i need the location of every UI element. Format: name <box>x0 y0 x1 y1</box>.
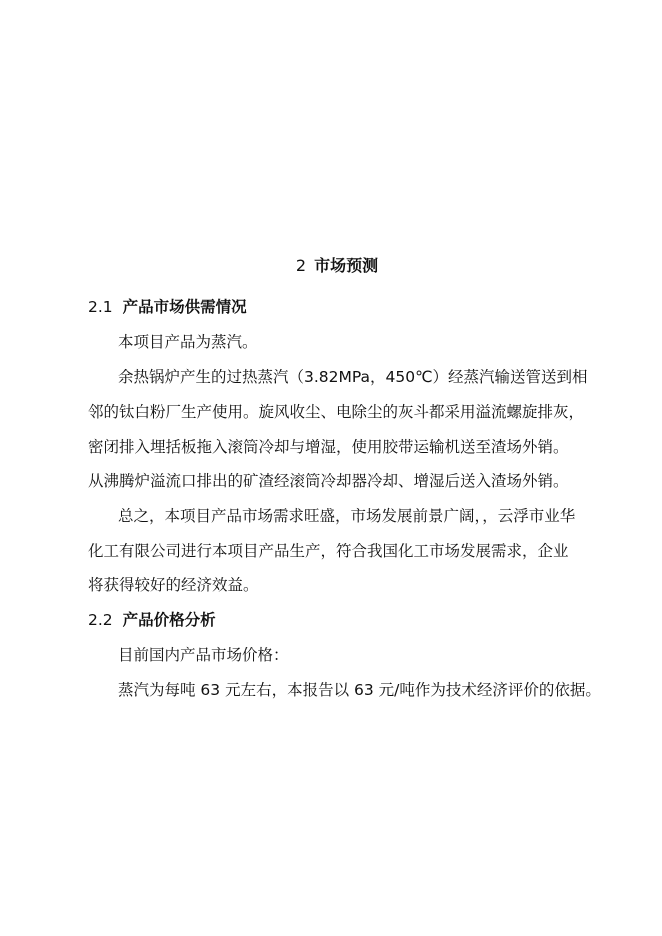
paragraph-line: 邻的钛白粉厂生产使用。旋风收尘、电除尘的灰斗都采用溢流螺旋排灰， <box>88 403 585 421</box>
section-heading-2-2 <box>88 610 588 630</box>
chapter-title-text: 市场预测 <box>314 256 379 275</box>
chapter-title <box>0 256 662 276</box>
section-heading-2-1 <box>88 297 588 317</box>
paragraph-line: 从沸腾炉溢流口排出的矿渣经滚筒冷却器冷却、增湿后送入渣场外销。 <box>88 472 569 490</box>
section-title: 产品价格分析 <box>122 611 216 629</box>
section-title: 产品市场供需情况 <box>122 298 247 316</box>
paragraph-line: 总之，本项目产品市场需求旺盛，市场发展前景广阔，，云浮市业华 <box>118 507 576 525</box>
paragraph-line: 目前国内产品市场价格： <box>118 646 289 664</box>
paragraph-line: 密闭排入埋括板拖入滚筒冷却与增湿，使用胶带运输机送至渣场外销。 <box>88 438 569 456</box>
chapter-number: 2 <box>295 256 307 275</box>
section-number: 2.1 <box>88 298 113 316</box>
paragraph-line: 化工有限公司进行本项目产品生产，符合我国化工市场发展需求，企业 <box>88 542 569 560</box>
paragraph-line: 余热锅炉产生的过热蒸汽（3.82MPa，450℃）经蒸汽输送管送到相 <box>118 368 588 386</box>
paragraph-line: 本项目产品为蒸汽。 <box>118 333 258 351</box>
paragraph-line: 将获得较好的经济效益。 <box>88 576 259 594</box>
section-number: 2.2 <box>88 611 113 629</box>
paragraph-line: 蒸汽为每吨 63 元左右，本报告以 63 元/吨作为技术经济评价的依据。 <box>118 681 601 699</box>
